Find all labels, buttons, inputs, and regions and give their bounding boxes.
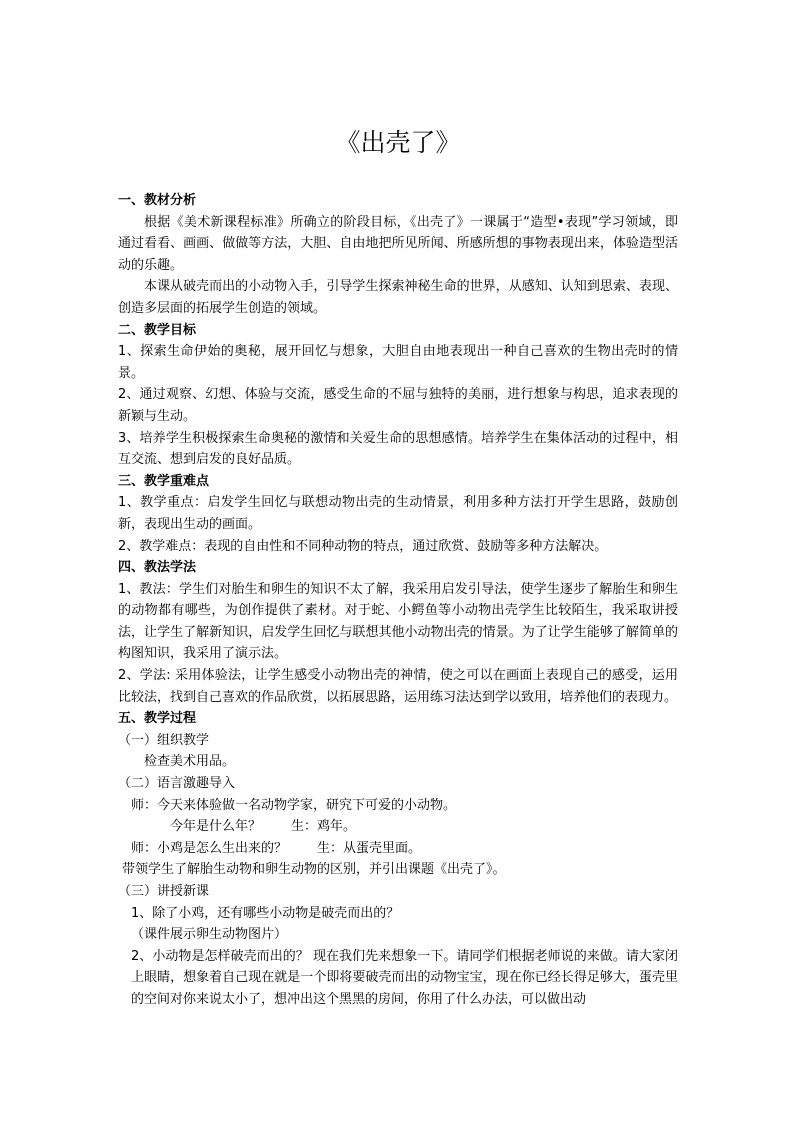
section-heading-5: 五、教学过程 [118,711,197,727]
document-body [118,190,678,1011]
section-heading-1: 一、教材分析 [118,193,197,208]
dialogue-line [118,816,678,838]
question-line: 1、除了小鸡，还有哪些小动物是破壳而出的？ [131,905,400,921]
dialogue-question: 今年是什么年？ [170,819,262,835]
paragraph: 根据《美术新课程标准》所确立的阶段目标，《出壳了》一课属于“造型•表现”学习领域，即通过看看、画画、做做等方法，大胆、自由地把所见所闻、所感所想的事物表现出来，体验造型活动的乐趣。 [118,214,678,273]
note-line: （课件展示卵生动物图片） [131,927,288,943]
subheading: （一）组织教学 [118,732,210,748]
paragraph: 本课从破壳而出的小动物入手，引导学生探索神秘生命的世界，从感知、认知到思索、表现、创造多层面的拓展学生创造的领域。 [118,279,678,316]
paragraph: 2、通过观察、幻想、体验与交流，感受生命的不屈与独特的美丽，进行想象与构思，追求表现的新颖与生动。 [118,387,678,424]
paragraph: 带领学生了解胎生动物和卵生动物的区别，并引出课题《出壳了》。 [122,862,506,878]
page-title: 《出壳了》 [335,128,461,157]
section-heading-2: 二、教学目标 [118,322,197,338]
dialogue-line: 师：今天来体验做一名动物学家，研究下可爱的小动物。 [131,797,457,813]
paragraph: 1、探索生命伊始的奥秘，展开回忆与想象，大胆自由地表现出一种自己喜欢的生物出壳时的情景。 [118,344,678,381]
section-heading-3: 三、教学重难点 [118,473,210,489]
paragraph: 2、教学难点：表现的自由性和不同种动物的特点，通过欣赏、鼓励等多种方法解决。 [118,538,608,554]
section-heading-4: 四、教法学法 [118,560,197,576]
dialogue-answer: 生：鸡年。 [291,819,357,835]
dialogue-answer: 生：从蛋壳里面。 [317,840,422,856]
paragraph: 2、小动物是怎样破壳而出的？ 现在我们先来想象一下。请同学们根据老师说的来做。请大家闭上眼睛，想象着自己现在就是一个即将要破壳而出的动物宝宝，现在你已经长得足够大，蛋壳里的空间对你来说太小了，想冲出这个黑黑的房间，你用了什么办法，可以做出动 [131,948,678,1007]
paragraph: 3、培养学生积极探索生命奥秘的激情和关爱生命的思想感情。培养学生在集体活动的过程中，相互交流、想到启发的良好品质。 [118,430,678,468]
dialogue-line [118,838,678,860]
subheading: （三）讲授新课 [118,884,210,899]
paragraph: 检查美术用品。 [144,754,236,770]
paragraph: 2、学法: 采用体验法，让学生感受小动物出壳的神情，使之可以在画面上表现自己的感受，运用比较法，找到自己喜欢的作品欣赏，以拓展思路，运用练习法达到学以致用，培养他们的表现力。 [118,668,678,705]
subheading: （二）语言激趣导入 [118,776,236,792]
paragraph: 1、教学重点：启发学生回忆与联想动物出壳的生动情景，利用多种方法打开学生思路，鼓励创新，表现出生动的画面。 [118,495,678,532]
paragraph: 1、教法：学生们对胎生和卵生的知识不太了解，我采用启发引导法，使学生逐步了解胎生和卵生的动物都有哪些，为创作提供了素材。对于蛇、小鳄鱼等小动物出壳学生比较陌生，我采取讲授法，让学生了解新知识，启发学生回忆与联想其他小动物出壳的情景。为了让学生能够了解简单的构图知识，我采用了演示法。 [118,581,678,662]
dialogue-question: 师：小鸡是怎么生出来的？ [131,840,288,856]
